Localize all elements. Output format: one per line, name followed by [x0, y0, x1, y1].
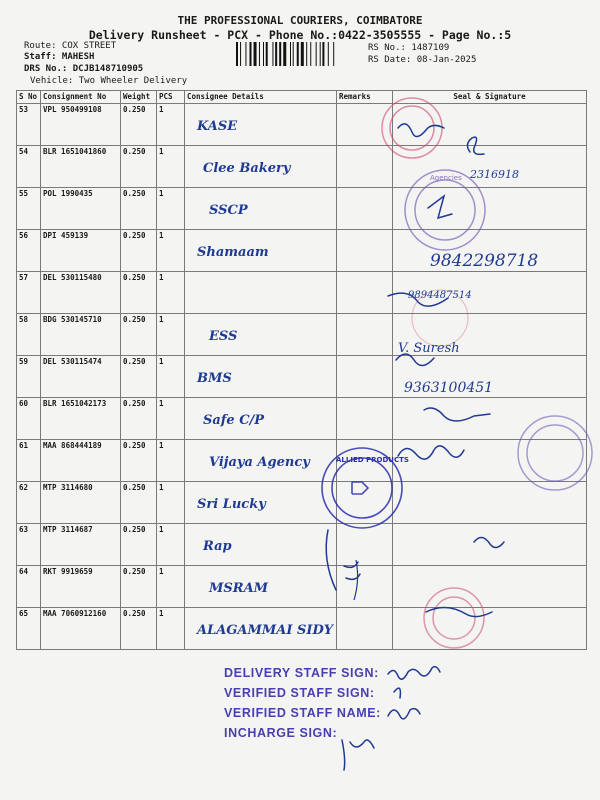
- consignee-handwriting: BMS: [197, 371, 232, 386]
- cell-pcs: 1: [157, 230, 185, 272]
- cell-sno: 60: [17, 398, 41, 440]
- col-header-pcs: PCS: [157, 91, 185, 104]
- cell-weight: 0.250: [121, 272, 157, 314]
- barcode-bar: [316, 42, 317, 66]
- cell-consignee: [185, 104, 337, 146]
- cell-consignment: MTP 3114680: [41, 482, 121, 524]
- drs-number: DRS No.: DCJB148710905: [24, 64, 144, 74]
- table-row: [17, 440, 587, 482]
- barcode-bar: [275, 42, 277, 66]
- cell-remarks: [337, 146, 393, 188]
- barcode-bar: [240, 42, 241, 66]
- seal-handwriting-54: 2316918: [470, 168, 519, 181]
- cell-seal: [393, 566, 587, 608]
- cell-remarks: [337, 188, 393, 230]
- table-row: [17, 608, 587, 650]
- cell-seal: [393, 230, 587, 272]
- cell-consignment: POL 1990435: [41, 188, 121, 230]
- cell-sno: 56: [17, 230, 41, 272]
- cell-seal: [393, 608, 587, 650]
- vehicle-label: Vehicle: Two Wheeler Delivery: [30, 76, 188, 86]
- cell-consignment: BLR 1651041860: [41, 146, 121, 188]
- cell-consignee: [185, 482, 337, 524]
- cell-remarks: [337, 104, 393, 146]
- seal-handwriting-58: V. Suresh: [398, 341, 460, 356]
- cell-consignment: BDG 530145710: [41, 314, 121, 356]
- barcode-bar: [290, 42, 291, 66]
- cell-seal: [393, 398, 587, 440]
- table-row: [17, 314, 587, 356]
- barcode-bar: [301, 42, 304, 66]
- cell-pcs: 1: [157, 314, 185, 356]
- cell-remarks: [337, 566, 393, 608]
- cell-consignee: [185, 524, 337, 566]
- col-header-sno: S No: [17, 91, 41, 104]
- cell-remarks: [337, 608, 393, 650]
- cell-weight: 0.250: [121, 440, 157, 482]
- cell-seal: [393, 440, 587, 482]
- col-header-remarks: Remarks: [337, 91, 393, 104]
- cell-seal: [393, 482, 587, 524]
- cell-sno: 62: [17, 482, 41, 524]
- consignee-handwriting: Vijaya Agency: [209, 455, 310, 470]
- barcode-bar: [236, 42, 238, 66]
- barcode-bar: [272, 42, 273, 66]
- barcode-bar: [250, 42, 252, 66]
- barcode: [236, 42, 362, 66]
- table-row: [17, 146, 587, 188]
- cell-pcs: 1: [157, 146, 185, 188]
- cell-remarks: [337, 314, 393, 356]
- seal-handwriting-57: 9894487514: [408, 290, 472, 301]
- cell-consignee: [185, 188, 337, 230]
- consignee-handwriting: Safe C/P: [203, 413, 265, 428]
- cell-sno: 59: [17, 356, 41, 398]
- cell-weight: 0.250: [121, 398, 157, 440]
- cell-weight: 0.250: [121, 230, 157, 272]
- cell-weight: 0.250: [121, 104, 157, 146]
- cell-sno: 57: [17, 272, 41, 314]
- cell-consignment: DEL 530115480: [41, 272, 121, 314]
- cell-consignment: MTP 3114687: [41, 524, 121, 566]
- consignee-handwriting: MSRAM: [209, 581, 269, 596]
- cell-sno: 63: [17, 524, 41, 566]
- cell-consignee: [185, 272, 337, 314]
- barcode-bar: [320, 42, 321, 66]
- cell-pcs: 1: [157, 398, 185, 440]
- cell-remarks: [337, 272, 393, 314]
- barcode-bar: [254, 42, 257, 66]
- cell-pcs: 1: [157, 356, 185, 398]
- staff-label: Staff: MAHESH: [24, 52, 95, 62]
- consignee-handwriting: Clee Bakery: [203, 161, 291, 176]
- cell-consignee: [185, 356, 337, 398]
- cell-consignee: [185, 314, 337, 356]
- barcode-bar: [322, 42, 324, 66]
- cell-consignee: [185, 146, 337, 188]
- rs-date: RS Date: 08-Jan-2025: [368, 55, 477, 65]
- cell-sno: 58: [17, 314, 41, 356]
- barcode-bar: [328, 42, 329, 66]
- cell-consignment: DEL 530115474: [41, 356, 121, 398]
- cell-consignee: [185, 230, 337, 272]
- table-row: [17, 524, 587, 566]
- route-label: Route: COX STREET: [24, 41, 117, 51]
- verified-staff-sign-label: VERIFIED STAFF SIGN:: [224, 686, 375, 700]
- cell-seal: [393, 272, 587, 314]
- cell-pcs: 1: [157, 482, 185, 524]
- cell-weight: 0.250: [121, 566, 157, 608]
- cell-consignee: [185, 566, 337, 608]
- cell-pcs: 1: [157, 440, 185, 482]
- consignee-handwriting: ALAGAMMAI SIDY: [197, 623, 333, 638]
- stamp-agencies-text: Agencies: [430, 174, 462, 182]
- barcode-bar: [245, 42, 246, 66]
- consignee-handwriting: KASE: [197, 119, 238, 134]
- cell-consignment: DPI 459139: [41, 230, 121, 272]
- col-header-consignee: Consignee Details: [185, 91, 337, 104]
- cell-sno: 54: [17, 146, 41, 188]
- cell-remarks: [337, 398, 393, 440]
- cell-pcs: 1: [157, 104, 185, 146]
- consignment-table: [16, 90, 587, 650]
- cell-seal: [393, 524, 587, 566]
- consignee-handwriting: ESS: [209, 329, 238, 344]
- barcode-bar: [333, 42, 334, 66]
- rs-number: RS No.: 1487109: [368, 43, 450, 53]
- cell-seal: [393, 188, 587, 230]
- cell-weight: 0.250: [121, 482, 157, 524]
- cell-pcs: 1: [157, 272, 185, 314]
- runsheet-subtitle: Delivery Runsheet - PCX - Phone No.:0422-3505555 - Page No.:5: [88, 28, 512, 42]
- barcode-bar: [259, 42, 260, 66]
- cell-weight: 0.250: [121, 524, 157, 566]
- barcode-bar: [310, 42, 311, 66]
- cell-seal: [393, 314, 587, 356]
- cell-seal: [393, 146, 587, 188]
- cell-consignment: RKT 9919659: [41, 566, 121, 608]
- cell-sno: 55: [17, 188, 41, 230]
- cell-pcs: 1: [157, 608, 185, 650]
- consignee-handwriting: Sri Lucky: [197, 497, 266, 512]
- company-name: THE PROFESSIONAL COURIERS, COIMBATORE: [177, 14, 423, 27]
- col-header-seal: Seal & Signature: [393, 91, 587, 104]
- table-row: [17, 272, 587, 314]
- cell-weight: 0.250: [121, 608, 157, 650]
- consignee-handwriting: Rap: [203, 539, 232, 554]
- cell-remarks: [337, 356, 393, 398]
- cell-consignment: MAA 7060912160: [41, 608, 121, 650]
- stamp-allied-text: ALLIED PRODUCTS: [336, 456, 409, 464]
- cell-pcs: 1: [157, 566, 185, 608]
- table-row: [17, 398, 587, 440]
- table-row: [17, 104, 587, 146]
- table-row: [17, 482, 587, 524]
- col-header-consignment: Consignment No: [41, 91, 121, 104]
- cell-seal: [393, 356, 587, 398]
- cell-remarks: [337, 440, 393, 482]
- cell-weight: 0.250: [121, 188, 157, 230]
- cell-sno: 61: [17, 440, 41, 482]
- barcode-bar: [283, 42, 286, 66]
- table-row: [17, 356, 587, 398]
- seal-handwriting-59: 9363100451: [404, 380, 494, 396]
- barcode-bar: [266, 42, 268, 66]
- cell-remarks: [337, 524, 393, 566]
- incharge-sign-label: INCHARGE SIGN:: [224, 726, 338, 740]
- barcode-bar: [297, 42, 299, 66]
- cell-consignment: BLR 1651042173: [41, 398, 121, 440]
- col-header-weight: Weight: [121, 91, 157, 104]
- table-row: [17, 188, 587, 230]
- cell-remarks: [337, 230, 393, 272]
- cell-weight: 0.250: [121, 356, 157, 398]
- barcode-bar: [263, 42, 264, 66]
- cell-remarks: [337, 482, 393, 524]
- cell-pcs: 1: [157, 188, 185, 230]
- cell-weight: 0.250: [121, 146, 157, 188]
- consignee-handwriting: SSCP: [209, 203, 248, 218]
- cell-sno: 64: [17, 566, 41, 608]
- barcode-bar: [279, 42, 281, 66]
- delivery-staff-sign-label: DELIVERY STAFF SIGN:: [224, 666, 379, 680]
- cell-sno: 65: [17, 608, 41, 650]
- barcode-bar: [293, 42, 294, 66]
- consignee-handwriting: Shamaam: [197, 245, 269, 260]
- verified-staff-name-label: VERIFIED STAFF NAME:: [224, 706, 381, 720]
- cell-consignee: [185, 440, 337, 482]
- table-header-row: [17, 91, 587, 104]
- cell-weight: 0.250: [121, 314, 157, 356]
- cell-consignment: MAA 868444189: [41, 440, 121, 482]
- table-row: [17, 230, 587, 272]
- cell-consignee: [185, 608, 337, 650]
- cell-seal: [393, 104, 587, 146]
- barcode-bar: [306, 42, 307, 66]
- table-row: [17, 566, 587, 608]
- cell-consignee: [185, 398, 337, 440]
- cell-consignment: VPL 950499108: [41, 104, 121, 146]
- cell-pcs: 1: [157, 524, 185, 566]
- seal-handwriting-56: 9842298718: [430, 251, 539, 271]
- cell-sno: 53: [17, 104, 41, 146]
